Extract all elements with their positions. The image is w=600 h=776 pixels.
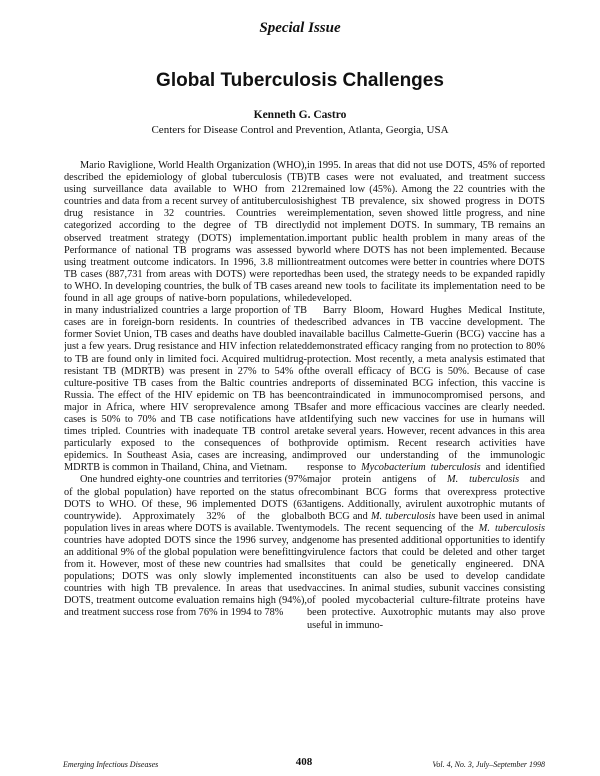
page-footer	[63, 756, 545, 773]
organism-name: Mycobacterium tuberculosis	[361, 462, 481, 474]
text-segment: have been used in animal models. The recent sequencing of the	[307, 510, 545, 534]
footer-journal: Emerging Infectious Diseases	[63, 760, 159, 769]
text-segment: Barry Bloom, Howard Hughes Medical Institute, described advances in TB vaccine development. The available bacillus Calmette-Guerin (BCG) vaccine has a demonstrated efficacy ranging from no protection to 80% protection. Most recently, a meta analysis estimated that the overall efficacy of BCG is 50%. Because of case reports of disseminated BCG infection, this vaccine is contraindicated in immunocompromised persons, and safer and more efficacious vaccines are clearly needed. Identifying such new vaccines for use in humans will take several years. However, recent advances in this area provide optimism. Recent research activities have improved our understanding of the immunologic response to	[307, 305, 545, 474]
footer-volume: Vol. 4, No. 3, July–September 1998	[432, 760, 545, 769]
paragraph-dots-status: One hundred eighty-one countries and territories (97% of the global population) have reported on the status of DOTS to WHO. Of these, 96 implemented DOTS (63 countrywide). Approximately 32% of the global population lives in areas where DOTS is available. Twenty countries have adopted DOTS since the 1996 survey, and an additional 9% of the global population were benefitting from it. However, most of these new countries had small populations; DOTS was only slowly implemented in countries with high TB prevalence. In areas that used DOTS, treatment outcome evaluation remains high (94%), and treatment success rose from 76% in 1994 to 78%	[64, 474, 307, 619]
organism-name: M. tuberculosis	[370, 510, 436, 522]
organism-name: M. tuberculosis	[447, 474, 520, 486]
body-column-right	[307, 160, 545, 735]
paragraph-bloom	[307, 305, 545, 632]
author-affiliation: Centers for Disease Control and Prevention, Atlanta, Georgia, USA	[151, 124, 449, 136]
paragraph-dots-continued: in 1995. In areas that did not use DOTS, 45% of reported TB cases were not evaluated, and treatment success remained low (45%). Among the 22 countries with the highest TB prevalence, six showed progress in DOTS implementation, seven showed little progress, and nine did not implement DOTS. In summary, TB remains an important public health problem in many areas of the world where DOTS has not been implemented. Because treatment outcomes were better in countries where DOTS has been used, the strategy needs to be expanded rapidly and new tools to facilitate its implementation need to be developed.	[307, 160, 545, 305]
text-segment: and identified major protein antigens of	[307, 462, 545, 486]
author-name: Kenneth G. Castro	[253, 109, 347, 121]
text-segment: and recombinant BCG forms that overexpress protective antigens. Additionally, avirulent auxotrophic mutants of both BCG and	[307, 474, 545, 522]
section-label: Special Issue	[259, 20, 341, 36]
text-segment: genome has presented additional opportunities to identify virulence factors that could be deleted and other target sites that could be genetically engineered. DNA constituents can also be used to develop candidate vaccines. In animal studies, subunit vaccines consisting of pooled mycobacterial culture-filtrate proteins have been protective. Auxotrophic mutants may also prove useful in immuno-	[307, 534, 545, 631]
paragraph-raviglione: Mario Raviglione, World Health Organization (WHO), described the epidemiology of global tuberculosis (TB) using surveillance data available to WHO from 212 countries and data from a recent survey of antituberculosis drug resistance in 32 countries. Countries were categorized according to the degree of TB directly observed treatment strategy (DOTS) implementation. Performance of national TB programs was assessed by using treatment outcome indicators. In 1996, 3.8 million TB cases (887,731 from areas with DOTS) were reported to WHO. In developing countries, the bulk of TB cases are found in all age groups of native-born populations, while in many industrialized countries a large proportion of TB cases are in foreign-born residents. In countries of the former Soviet Union, TB cases and deaths have doubled in just a few years. Drug resistance and HIV infection related to TB are found only in limited foci. Acquired multidrug-resistant TB (MDRTB) was present in 27% to 54% of culture-positive TB cases from the Baltic countries and Russia. The effect of the HIV epidemic on TB has been major in Africa, where HIV seroprevalence among TB cases is 50% to 70% and TB case notifications have at times tripled. Countries with inadequate TB control are particularly exposed to the consequences of both epidemics. In Southeast Asia, cases are increasing, and MDRTB is common in Thailand, China, and Vietnam.	[64, 160, 307, 474]
page-number: 408	[295, 756, 313, 768]
organism-name: M. tuberculosis	[478, 522, 545, 534]
article-title: Global Tuberculosis Challenges	[156, 70, 444, 91]
body-column-left	[64, 160, 307, 735]
